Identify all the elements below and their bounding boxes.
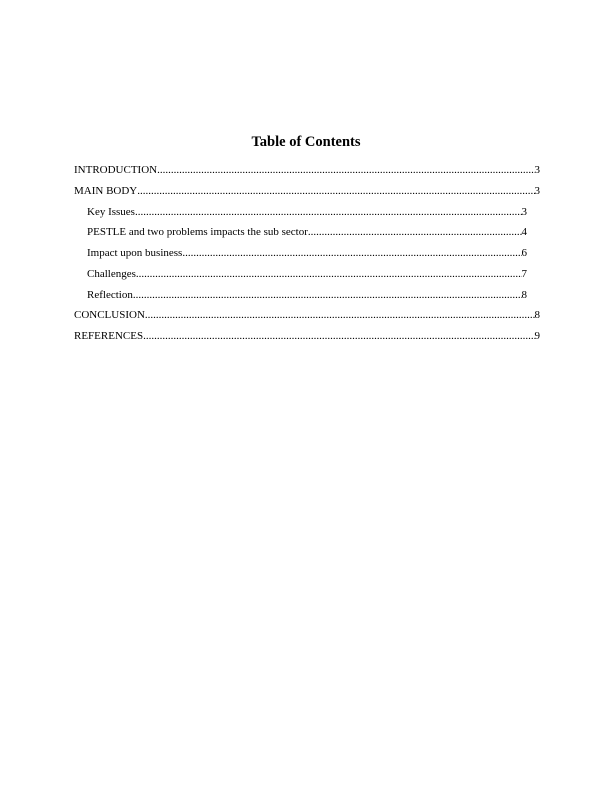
toc-entry-page: 4 — [521, 226, 527, 239]
toc-entry-challenges[interactable] — [74, 267, 527, 288]
toc-entry-label: PESTLE and two problems impacts the sub sector — [87, 226, 308, 239]
toc-dot-leader — [137, 184, 534, 198]
toc-list — [74, 163, 540, 350]
toc-entry-page: 8 — [534, 309, 540, 322]
toc-dot-leader — [133, 288, 522, 302]
toc-entry-pestle[interactable] — [74, 225, 527, 246]
toc-entry-page: 6 — [521, 247, 527, 259]
toc-entry-page: 3 — [521, 205, 527, 218]
toc-entry-page: 9 — [534, 330, 540, 342]
toc-entry-introduction[interactable] — [74, 163, 540, 184]
toc-dot-leader — [182, 246, 521, 260]
toc-entry-page: 7 — [521, 267, 527, 280]
toc-entry-key-issues[interactable] — [74, 205, 527, 226]
toc-dot-leader — [145, 308, 535, 322]
toc-dot-leader — [135, 205, 522, 219]
toc-dot-leader — [143, 329, 534, 343]
toc-dot-leader — [157, 163, 534, 177]
toc-entry-label: CONCLUSION — [74, 309, 145, 322]
toc-entry-page: 3 — [534, 164, 540, 176]
toc-dot-leader — [308, 225, 522, 239]
toc-entry-label: REFERENCES — [74, 330, 144, 342]
toc-entry-label: MAIN BODY — [74, 184, 138, 197]
toc-entry-impact-upon-business[interactable] — [74, 246, 527, 267]
toc-entry-references[interactable] — [74, 329, 540, 350]
toc-title: Table of Contents — [251, 134, 361, 150]
toc-entry-page: 3 — [534, 184, 540, 197]
toc-entry-reflection[interactable] — [74, 288, 527, 309]
toc-entry-page: 8 — [521, 288, 527, 301]
toc-entry-label: INTRODUCTION — [74, 164, 158, 176]
toc-entry-label: Challenges — [87, 267, 136, 280]
toc-entry-label: Impact upon business — [87, 247, 183, 259]
toc-entry-label: Key Issues — [87, 205, 135, 218]
toc-dot-leader — [136, 267, 522, 281]
toc-entry-label: Reflection — [87, 288, 133, 301]
toc-entry-conclusion[interactable] — [74, 308, 540, 329]
toc-entry-main-body[interactable] — [74, 184, 540, 205]
